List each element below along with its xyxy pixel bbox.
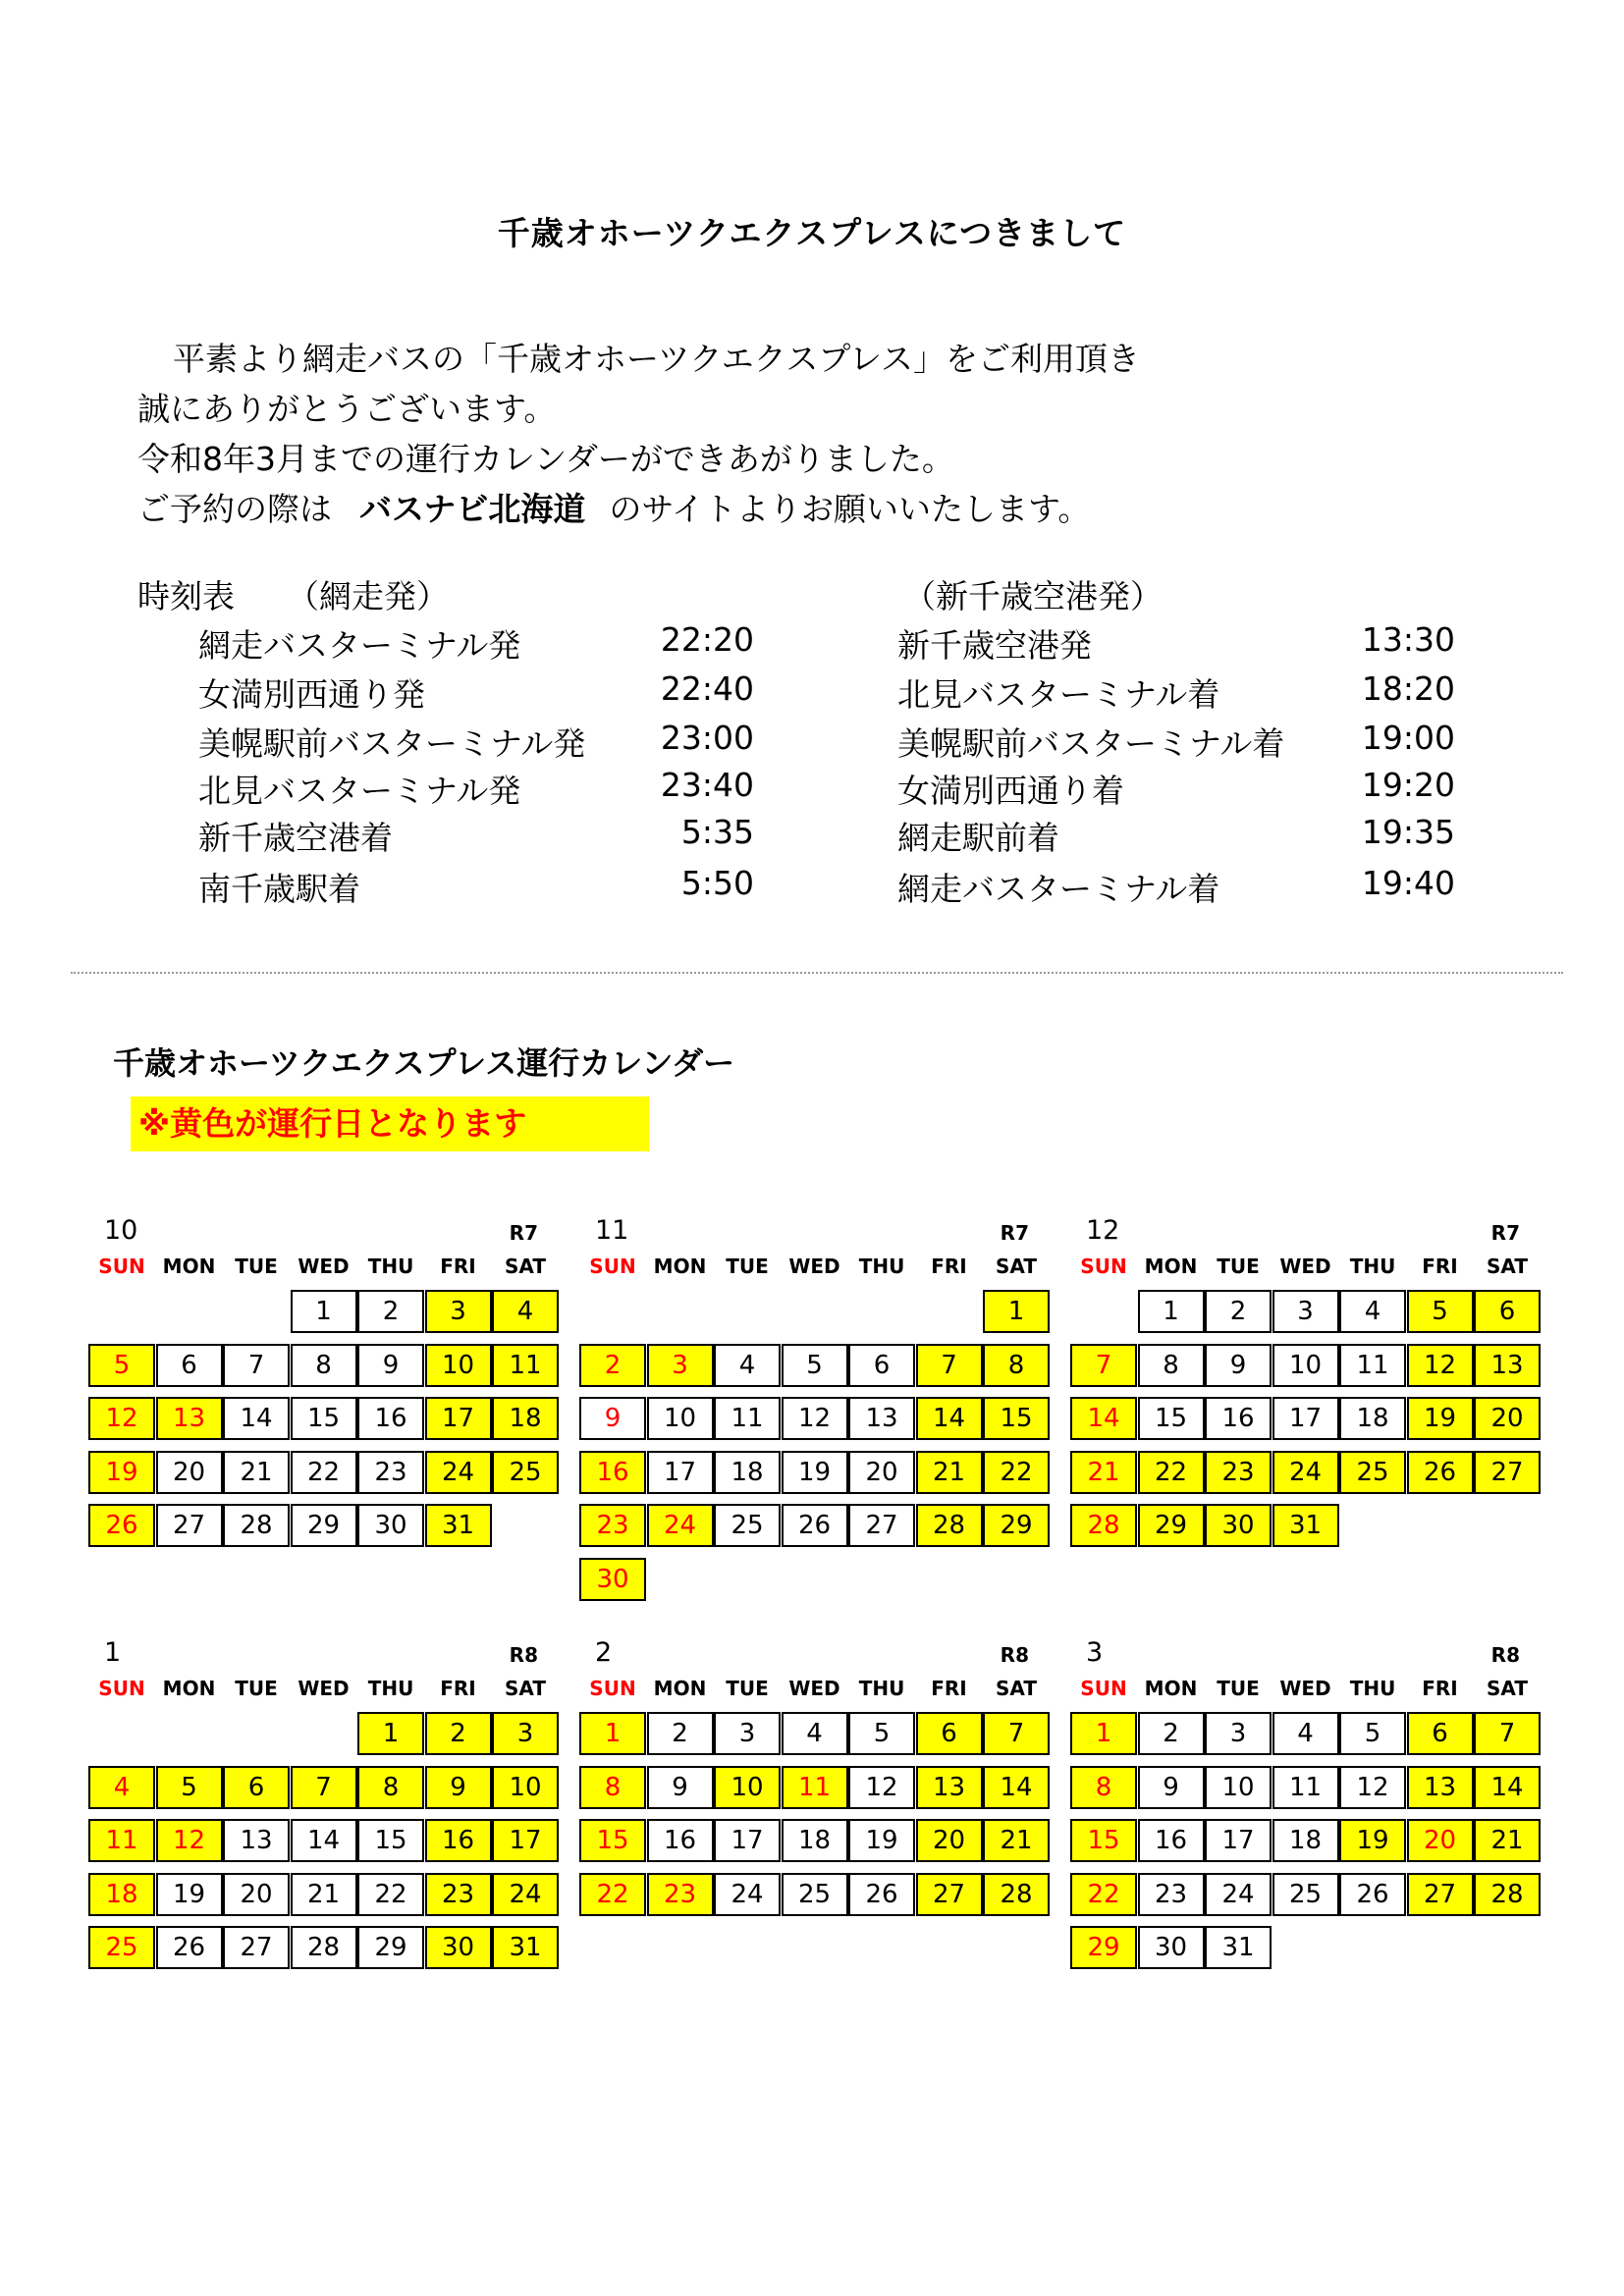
calendar-day: 9	[579, 1397, 646, 1440]
era-year: R7	[1490, 1221, 1520, 1245]
calendar-day: 22	[1138, 1451, 1205, 1494]
calendar-day: 21	[1070, 1451, 1137, 1494]
outbound-time: 5:50	[680, 864, 754, 902]
weekday-header: THU	[1349, 1677, 1396, 1700]
page-title: 千歳オホーツクエクスプレスにつきまして	[497, 214, 1127, 252]
calendar-day: 29	[1138, 1504, 1205, 1547]
calendar-day: 4	[1339, 1290, 1406, 1333]
calendar-day: 7	[983, 1712, 1050, 1755]
calendar-day: 11	[782, 1766, 848, 1809]
calendar-day: 11	[88, 1819, 155, 1862]
intro-line-3: 令和8年3月までの運行カレンダーができあがりました。	[137, 440, 954, 478]
section-divider	[71, 972, 1563, 974]
calendar-day: 19	[1339, 1819, 1406, 1862]
calendar-day: 8	[579, 1766, 646, 1809]
calendar-day: 9	[1138, 1766, 1205, 1809]
weekday-header: SAT	[996, 1255, 1037, 1278]
weekday-header: SAT	[505, 1255, 546, 1278]
outbound-stop: 南千歳駅着	[198, 870, 360, 908]
calendar-day: 24	[425, 1451, 492, 1494]
weekday-header: SAT	[1487, 1255, 1528, 1278]
weekday-header: SUN	[589, 1677, 636, 1700]
weekday-header: MON	[162, 1255, 216, 1278]
calendar-day: 16	[425, 1819, 492, 1862]
calendar-day: 28	[983, 1873, 1050, 1916]
calendar-day: 30	[1205, 1504, 1272, 1547]
weekday-header: SAT	[505, 1677, 546, 1700]
calendar-day: 30	[1138, 1926, 1205, 1969]
inbound-time: 18:20	[1361, 669, 1455, 708]
weekday-header: TUE	[726, 1677, 769, 1700]
weekday-header: TUE	[1217, 1677, 1260, 1700]
calendar-title: 千歳オホーツクエクスプレス運行カレンダー	[113, 1044, 735, 1082]
era-year: R8	[509, 1643, 538, 1667]
busnavi-hokkaido-text: バスナビ北海道	[359, 490, 586, 528]
calendar-day: 19	[782, 1451, 848, 1494]
calendar-day: 4	[782, 1712, 848, 1755]
calendar-day: 1	[579, 1712, 646, 1755]
calendar-day: 27	[1474, 1451, 1541, 1494]
calendar-day: 16	[1205, 1397, 1272, 1440]
month-number: 12	[1086, 1215, 1120, 1246]
calendar-day: 9	[425, 1766, 492, 1809]
calendar-day: 13	[848, 1397, 915, 1440]
weekday-header: FRI	[1422, 1255, 1458, 1278]
weekday-header: MON	[162, 1677, 216, 1700]
calendar-day: 19	[88, 1451, 155, 1494]
inbound-time: 13:30	[1361, 620, 1455, 659]
calendar-day: 6	[223, 1766, 290, 1809]
calendar-day: 10	[647, 1397, 714, 1440]
weekday-header: THU	[858, 1255, 905, 1278]
calendar-day: 1	[1138, 1290, 1205, 1333]
calendar-day: 15	[357, 1819, 424, 1862]
calendar-day: 2	[425, 1712, 492, 1755]
calendar-day: 8	[357, 1766, 424, 1809]
inbound-stop: 北見バスターミナル着	[897, 675, 1220, 714]
calendar-day: 19	[848, 1819, 915, 1862]
calendar-day: 5	[156, 1766, 223, 1809]
calendar-day: 3	[1272, 1290, 1339, 1333]
calendar-day: 25	[1339, 1451, 1406, 1494]
calendar-day: 7	[1070, 1344, 1137, 1387]
intro-line-4-post: のサイトよりお願いいたします。	[609, 490, 1091, 528]
era-year: R7	[509, 1221, 538, 1245]
inbound-stop: 網走駅前着	[897, 819, 1059, 857]
calendar-day: 25	[782, 1873, 848, 1916]
inbound-stop: 美幌駅前バスターミナル着	[897, 724, 1285, 763]
calendar-day: 21	[983, 1819, 1050, 1862]
calendar-day: 27	[916, 1873, 983, 1916]
weekday-header: TUE	[235, 1255, 278, 1278]
calendar-day: 3	[647, 1344, 714, 1387]
calendar-day: 18	[782, 1819, 848, 1862]
calendar-day: 5	[848, 1712, 915, 1755]
outbound-stop: 北見バスターミナル発	[198, 772, 521, 810]
weekday-header: SAT	[996, 1677, 1037, 1700]
inbound-stop: 網走バスターミナル着	[897, 870, 1220, 908]
month-number: 10	[104, 1215, 138, 1246]
calendar-day: 12	[88, 1397, 155, 1440]
weekday-header: MON	[1144, 1677, 1198, 1700]
calendar-day: 1	[983, 1290, 1050, 1333]
calendar-day: 23	[357, 1451, 424, 1494]
calendar-day: 8	[1070, 1766, 1137, 1809]
calendar-day: 15	[983, 1397, 1050, 1440]
calendar-day: 11	[1272, 1766, 1339, 1809]
calendar-day: 6	[916, 1712, 983, 1755]
outbound-time: 23:40	[660, 766, 754, 804]
calendar-day: 6	[1407, 1712, 1474, 1755]
operating-day-notice: ※黄色が運行日となります	[131, 1096, 649, 1151]
calendar-day: 11	[714, 1397, 781, 1440]
weekday-header: SAT	[1487, 1677, 1528, 1700]
calendar-day: 26	[88, 1504, 155, 1547]
inbound-stop: 女満別西通り着	[897, 772, 1124, 810]
calendar-day: 27	[1407, 1873, 1474, 1916]
calendar-day: 11	[1339, 1344, 1406, 1387]
calendar-day: 17	[714, 1819, 781, 1862]
calendar-day: 3	[714, 1712, 781, 1755]
weekday-header: WED	[1279, 1677, 1331, 1700]
calendar-day: 21	[916, 1451, 983, 1494]
weekday-header: SUN	[98, 1255, 145, 1278]
calendar-day: 31	[492, 1926, 559, 1969]
calendar-day: 3	[492, 1712, 559, 1755]
weekday-header: TUE	[235, 1677, 278, 1700]
calendar-day: 31	[1272, 1504, 1339, 1547]
calendar-day: 10	[1272, 1344, 1339, 1387]
calendar-day: 16	[647, 1819, 714, 1862]
calendar-day: 20	[1474, 1397, 1541, 1440]
calendar-day: 4	[1272, 1712, 1339, 1755]
outbound-stop: 新千歳空港着	[198, 819, 393, 857]
calendar-day: 5	[782, 1344, 848, 1387]
calendar-day: 6	[1474, 1290, 1541, 1333]
calendar-day: 1	[357, 1712, 424, 1755]
calendar-day: 15	[579, 1819, 646, 1862]
outbound-stop: 美幌駅前バスターミナル発	[198, 724, 586, 763]
weekday-header: THU	[367, 1677, 414, 1700]
calendar-day: 28	[1474, 1873, 1541, 1916]
calendar-day: 2	[579, 1344, 646, 1387]
calendar-day: 29	[983, 1504, 1050, 1547]
calendar-day: 20	[916, 1819, 983, 1862]
calendar-day: 8	[983, 1344, 1050, 1387]
calendar-day: 7	[916, 1344, 983, 1387]
inbound-time: 19:40	[1361, 864, 1455, 902]
outbound-time: 23:00	[660, 719, 754, 757]
outbound-time: 5:35	[680, 813, 754, 851]
era-year: R8	[1490, 1643, 1520, 1667]
weekday-header: MON	[653, 1255, 707, 1278]
weekday-header: SUN	[1080, 1677, 1127, 1700]
weekday-header: WED	[298, 1255, 350, 1278]
calendar-day: 24	[647, 1504, 714, 1547]
calendar-day: 16	[1138, 1819, 1205, 1862]
calendar-day: 29	[1070, 1926, 1137, 1969]
calendar-day: 30	[357, 1504, 424, 1547]
calendar-day: 12	[1407, 1344, 1474, 1387]
calendar-day: 23	[647, 1873, 714, 1916]
calendar-day: 9	[357, 1344, 424, 1387]
outbound-stop: 網走バスターミナル発	[198, 626, 521, 665]
inbound-time: 19:35	[1361, 813, 1455, 851]
calendar-day: 26	[1407, 1451, 1474, 1494]
calendar-day: 17	[1272, 1397, 1339, 1440]
weekday-header: MON	[1144, 1255, 1198, 1278]
calendar-day: 26	[848, 1873, 915, 1916]
calendar-day: 28	[1070, 1504, 1137, 1547]
calendar-day: 18	[1339, 1397, 1406, 1440]
calendar-day: 10	[714, 1766, 781, 1809]
inbound-time: 19:20	[1361, 766, 1455, 804]
inbound-time: 19:00	[1361, 719, 1455, 757]
calendar-day: 4	[714, 1344, 781, 1387]
calendar-day: 6	[848, 1344, 915, 1387]
calendar-day: 26	[156, 1926, 223, 1969]
calendar-day: 23	[1138, 1873, 1205, 1916]
calendar-day: 29	[291, 1504, 357, 1547]
calendar-day: 9	[1205, 1344, 1272, 1387]
calendar-day: 13	[1407, 1766, 1474, 1809]
weekday-header: WED	[788, 1255, 840, 1278]
intro-line-4	[137, 484, 1140, 534]
calendar-day: 13	[916, 1766, 983, 1809]
calendar-day: 18	[714, 1451, 781, 1494]
outbound-label: （網走発）	[287, 577, 449, 615]
calendar-day: 22	[983, 1451, 1050, 1494]
calendar-day: 28	[223, 1504, 290, 1547]
weekday-header: WED	[298, 1677, 350, 1700]
calendar-day: 18	[88, 1873, 155, 1916]
calendar-day: 23	[1205, 1451, 1272, 1494]
calendar-day: 15	[1070, 1819, 1137, 1862]
calendar-day: 12	[1339, 1766, 1406, 1809]
calendar-day: 14	[223, 1397, 290, 1440]
calendar-day: 4	[88, 1766, 155, 1809]
calendar-day: 5	[1339, 1712, 1406, 1755]
calendar-day: 31	[425, 1504, 492, 1547]
outbound-stop: 女満別西通り発	[198, 675, 425, 714]
calendar-day: 12	[156, 1819, 223, 1862]
calendar-day: 1	[1070, 1712, 1137, 1755]
weekday-header: SUN	[1080, 1255, 1127, 1278]
outbound-time: 22:20	[660, 620, 754, 659]
calendar-day: 21	[291, 1873, 357, 1916]
calendar-day: 20	[848, 1451, 915, 1494]
month-number: 3	[1086, 1637, 1104, 1668]
era-year: R7	[1000, 1221, 1029, 1245]
calendar-day: 14	[983, 1766, 1050, 1809]
calendar-day: 18	[1272, 1819, 1339, 1862]
weekday-header: MON	[653, 1677, 707, 1700]
weekday-header: FRI	[440, 1255, 476, 1278]
calendar-day: 3	[425, 1290, 492, 1333]
calendar-day: 25	[714, 1504, 781, 1547]
weekday-header: WED	[1279, 1255, 1331, 1278]
calendar-day: 11	[492, 1344, 559, 1387]
calendar-day: 19	[1407, 1397, 1474, 1440]
calendar-day: 2	[1205, 1290, 1272, 1333]
calendar-day: 2	[1138, 1712, 1205, 1755]
weekday-header: THU	[1349, 1255, 1396, 1278]
outbound-time: 22:40	[660, 669, 754, 708]
calendar-day: 7	[223, 1344, 290, 1387]
inbound-stop: 新千歳空港発	[897, 626, 1092, 665]
calendar-day: 17	[425, 1397, 492, 1440]
calendar-day: 28	[916, 1504, 983, 1547]
calendar-day: 3	[1205, 1712, 1272, 1755]
calendar-day: 27	[156, 1504, 223, 1547]
month-number: 1	[104, 1637, 122, 1668]
intro-line-4-pre: ご予約の際は	[137, 490, 332, 528]
calendar-day: 5	[1407, 1290, 1474, 1333]
calendar-day: 24	[714, 1873, 781, 1916]
calendar-day: 20	[156, 1451, 223, 1494]
calendar-day: 24	[1205, 1873, 1272, 1916]
weekday-header: FRI	[1422, 1677, 1458, 1700]
calendar-day: 15	[291, 1397, 357, 1440]
calendar-day: 14	[1070, 1397, 1137, 1440]
calendar-day: 28	[291, 1926, 357, 1969]
calendar-day: 22	[357, 1873, 424, 1916]
weekday-header: WED	[788, 1677, 840, 1700]
era-year: R8	[1000, 1643, 1029, 1667]
inbound-label: （新千歳空港発）	[903, 577, 1163, 615]
calendar-day: 31	[1205, 1926, 1272, 1969]
weekday-header: THU	[858, 1677, 905, 1700]
intro-line-2: 誠にありがとうございます。	[137, 390, 557, 428]
calendar-day: 13	[1474, 1344, 1541, 1387]
month-number: 11	[595, 1215, 629, 1246]
calendar-day: 27	[223, 1926, 290, 1969]
weekday-header: SUN	[98, 1677, 145, 1700]
calendar-day: 7	[291, 1766, 357, 1809]
calendar-day: 4	[492, 1290, 559, 1333]
calendar-day: 16	[357, 1397, 424, 1440]
calendar-day: 30	[579, 1558, 646, 1601]
calendar-day: 29	[357, 1926, 424, 1969]
calendar-day: 19	[156, 1873, 223, 1916]
calendar-day: 14	[916, 1397, 983, 1440]
calendar-day: 22	[579, 1873, 646, 1916]
calendar-day: 23	[425, 1873, 492, 1916]
month-number: 2	[595, 1637, 613, 1668]
weekday-header: THU	[367, 1255, 414, 1278]
calendar-day: 10	[425, 1344, 492, 1387]
calendar-day: 17	[647, 1451, 714, 1494]
calendar-day: 1	[291, 1290, 357, 1333]
weekday-header: FRI	[931, 1255, 967, 1278]
calendar-day: 13	[223, 1819, 290, 1862]
calendar-day: 6	[156, 1344, 223, 1387]
calendar-day: 7	[1474, 1712, 1541, 1755]
calendar-day: 10	[492, 1766, 559, 1809]
calendar-day: 26	[782, 1504, 848, 1547]
calendar-day: 23	[579, 1504, 646, 1547]
calendar-day: 2	[357, 1290, 424, 1333]
calendar-day: 25	[1272, 1873, 1339, 1916]
calendar-day: 21	[1474, 1819, 1541, 1862]
calendar-day: 26	[1339, 1873, 1406, 1916]
calendar-day: 30	[425, 1926, 492, 1969]
calendar-day: 24	[1272, 1451, 1339, 1494]
calendar-day: 5	[88, 1344, 155, 1387]
calendar-day: 14	[291, 1819, 357, 1862]
calendar-day: 16	[579, 1451, 646, 1494]
weekday-header: FRI	[440, 1677, 476, 1700]
calendar-day: 22	[1070, 1873, 1137, 1916]
calendar-day: 20	[223, 1873, 290, 1916]
calendar-day: 13	[156, 1397, 223, 1440]
calendar-day: 27	[848, 1504, 915, 1547]
timetable-label: 時刻表	[137, 577, 235, 615]
calendar-day: 12	[782, 1397, 848, 1440]
calendar-day: 2	[647, 1712, 714, 1755]
weekday-header: TUE	[1217, 1255, 1260, 1278]
intro-line-1: 平素より網走バスの「千歳オホーツクエクスプレス」をご利用頂き	[173, 340, 1141, 378]
calendar-day: 12	[848, 1766, 915, 1809]
weekday-header: TUE	[726, 1255, 769, 1278]
weekday-header: SUN	[589, 1255, 636, 1278]
calendar-day: 14	[1474, 1766, 1541, 1809]
calendar-day: 20	[1407, 1819, 1474, 1862]
calendar-day: 25	[492, 1451, 559, 1494]
calendar-day: 17	[492, 1819, 559, 1862]
calendar-day: 24	[492, 1873, 559, 1916]
calendar-day: 21	[223, 1451, 290, 1494]
calendar-day: 8	[291, 1344, 357, 1387]
calendar-day: 18	[492, 1397, 559, 1440]
calendar-day: 9	[647, 1766, 714, 1809]
calendar-day: 8	[1138, 1344, 1205, 1387]
calendar-day: 25	[88, 1926, 155, 1969]
calendar-day: 15	[1138, 1397, 1205, 1440]
calendar-day: 10	[1205, 1766, 1272, 1809]
calendar-day: 17	[1205, 1819, 1272, 1862]
calendar-day: 22	[291, 1451, 357, 1494]
intro-text	[137, 334, 1140, 534]
weekday-header: FRI	[931, 1677, 967, 1700]
